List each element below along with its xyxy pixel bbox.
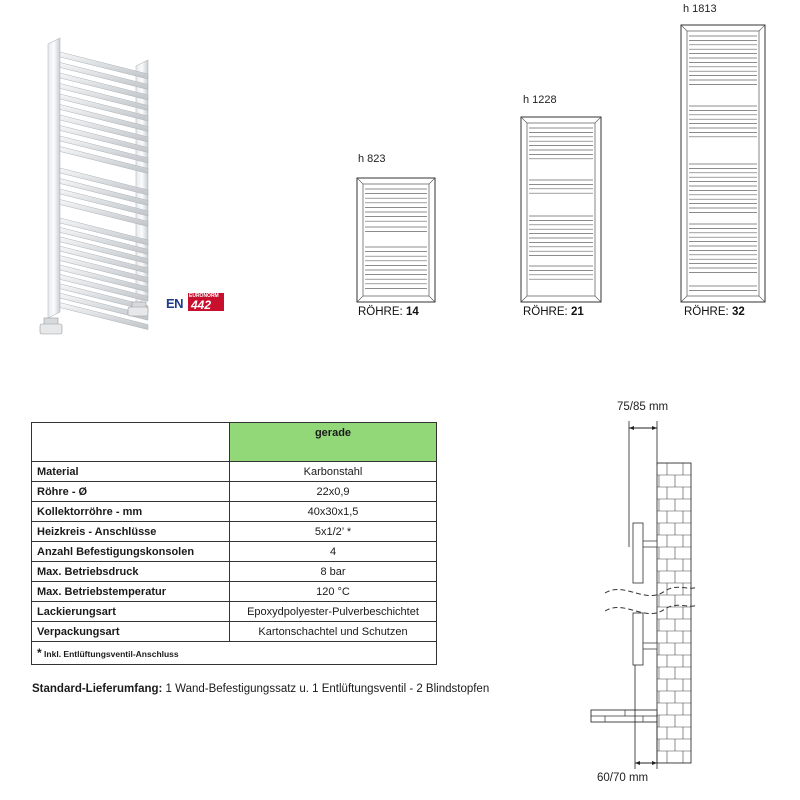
model-tube-count [684,306,745,318]
spec-table-corner [32,423,230,462]
spec-label: Heizkreis - Anschlüsse [32,522,230,542]
spec-value: 40x30x1,5 [230,502,437,522]
spec-footnote-row [32,642,437,665]
delivery-scope [32,683,489,695]
spec-column-header: gerade [230,423,437,462]
spec-row [32,462,437,482]
spec-footnote [32,642,437,665]
spec-row [32,562,437,582]
spec-value: Karbonstahl [230,462,437,482]
spec-label: Max. Betriebsdruck [32,562,230,582]
radiator-product-image [38,36,158,342]
spec-label: Material [32,462,230,482]
delivery-text: 1 Wand-Befestigungssatz u. 1 Entlüftungsventil - 2 Blindstopfen [165,683,490,695]
spec-label: Röhre - Ø [32,482,230,502]
spec-label: Anzahl Befestigungskonsolen [32,542,230,562]
footnote-star: * [37,646,42,660]
radiator-elevation-small [356,177,436,303]
radiator-elevation-large [680,24,766,303]
model-tube-count [358,306,419,318]
radiator-elevation-medium [520,116,602,303]
spec-value: 8 bar [230,562,437,582]
spec-row [32,522,437,542]
spec-value: 5x1/2’ * [230,522,437,542]
spec-label: Lackierungsart [32,602,230,622]
spec-value: Kartonschachtel und Schutzen [230,622,437,642]
spec-row [32,542,437,562]
spec-value: 22x0,9 [230,482,437,502]
spec-value: Epoxydpolyester-Pulverbeschichtet [230,602,437,622]
spec-value: 4 [230,542,437,562]
tube-count-value: 32 [731,306,745,318]
model-height-label: h 1813 [683,3,717,15]
model-tube-count [523,306,584,318]
tube-count-value: 14 [405,306,419,318]
dimension-top: 75/85 mm [617,401,669,413]
badge-top: EURONORM [189,293,219,299]
spec-row [32,602,437,622]
model-height-label: h 823 [358,153,386,165]
spec-label: Verpackungsart [32,622,230,642]
tube-count-value: 21 [570,306,584,318]
spec-table [31,422,437,665]
tube-count-label: RÖHRE: [684,306,729,318]
tube-count-label: RÖHRE: [358,306,403,318]
spec-row [32,582,437,602]
spec-row [32,482,437,502]
wall-mount-diagram [585,415,700,775]
radiator-outline [357,178,435,302]
spec-table-header-row [32,423,437,462]
model-height-label: h 1228 [523,94,557,106]
spec-label: Kollektorröhre - mm [32,502,230,522]
footnote-text: Inkl. Entlüftungsventil-Anschluss [44,649,179,659]
spec-label: Max. Betriebstemperatur [32,582,230,602]
badge-number: 442 [191,298,212,312]
spec-row [32,502,437,522]
spec-row [32,622,437,642]
tube-count-label: RÖHRE: [523,306,568,318]
dimension-bottom: 60/70 mm [597,772,649,784]
en442-badge [166,293,224,311]
spec-value: 120 °C [230,582,437,602]
delivery-label: Standard-Lieferumfang: [32,683,163,695]
radiator-outline [521,117,601,302]
badge-prefix: EN [166,296,184,311]
